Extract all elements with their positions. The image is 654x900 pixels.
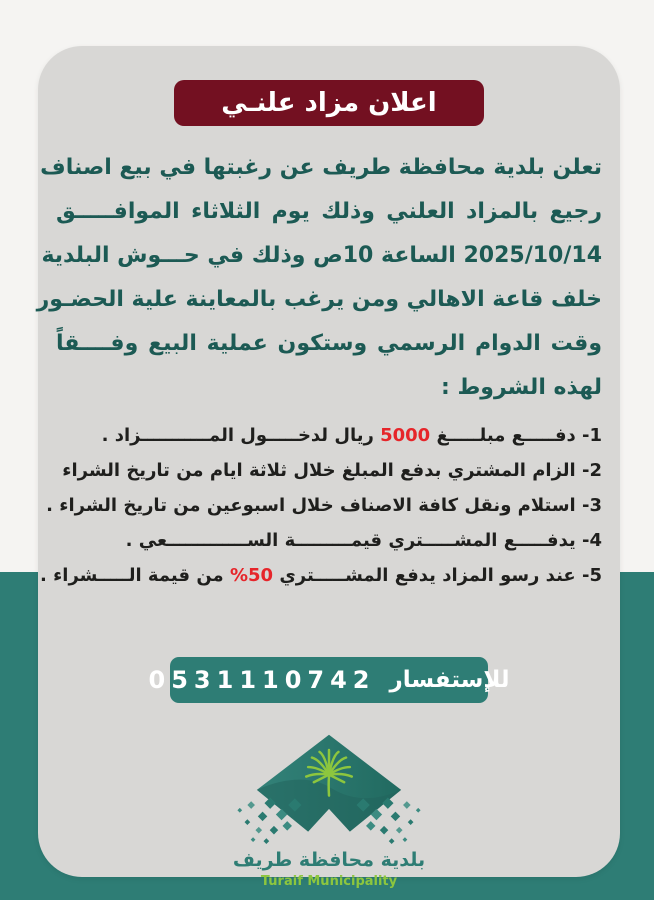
condition-item-5	[39, 558, 602, 593]
logo-english-name: Turaif Municipality	[260, 874, 398, 889]
intro-line: رجيع بالمزاد العلني وذلك يوم الثلاثاء الموافـــــق	[56, 199, 602, 224]
contact-banner	[148, 657, 510, 703]
condition-item-1	[56, 418, 602, 453]
condition-text: 2- الزام المشتري بدفع المبلغ خلال ثلاثة ايام من تاريخ الشراء	[62, 460, 602, 481]
conditions-list	[39, 418, 602, 593]
condition-item-4	[56, 523, 602, 558]
logo-emblem-icon	[224, 731, 434, 843]
municipality-logo	[38, 731, 620, 889]
amount-highlight: 5000	[380, 425, 431, 446]
percent-highlight: 50%	[229, 565, 274, 586]
condition-text: 4- يدفـــــع المشـــــتري قيمـــــــــة الســـــــــــــعي .	[125, 530, 602, 551]
intro-line-conditions-lead: لهذه الشروط :	[441, 375, 602, 400]
pixel-cluster-right	[357, 797, 421, 844]
condition-text: ريال لدخـــــول المـــــــــــزاد .	[101, 425, 381, 446]
condition-item-2	[56, 453, 602, 488]
intro-paragraph	[36, 146, 602, 410]
intro-line: وقت الدوام الرسمي وستكون عملية البيع وفــــقاً	[56, 331, 602, 356]
condition-text: 3- استلام ونقل كافة الاصناف خلال اسبوعين من تاريخ الشراء .	[46, 495, 602, 516]
condition-text: 1- دفـــــع مبلـــــغ	[430, 425, 602, 446]
contact-phone-number: 0531110742	[148, 666, 376, 694]
title-banner	[174, 80, 484, 126]
announcement-card	[36, 46, 620, 889]
intro-line: 2025/10/14 الساعة 10ص وذلك في حـــوش البلدية	[41, 243, 602, 268]
contact-label: للإستفسار	[389, 667, 510, 693]
condition-item-3	[46, 488, 602, 523]
intro-line: خلف قاعة الاهالي ومن يرغب بالمعاينة علية الحضـور	[36, 287, 602, 312]
pixel-cluster-left	[237, 797, 301, 844]
intro-line: تعلن بلدية محافظة طريف عن رغبتها في بيع اصناف	[40, 155, 602, 180]
condition-text: من قيمة الـــــشراء .	[39, 565, 230, 586]
condition-text: 5- عند رسو المزاد يدفع المشـــــتري	[273, 565, 602, 586]
logo-arabic-name: بلدية محافظة طريف	[232, 849, 426, 871]
title-text: اعلان مزاد علنـي	[221, 88, 437, 118]
